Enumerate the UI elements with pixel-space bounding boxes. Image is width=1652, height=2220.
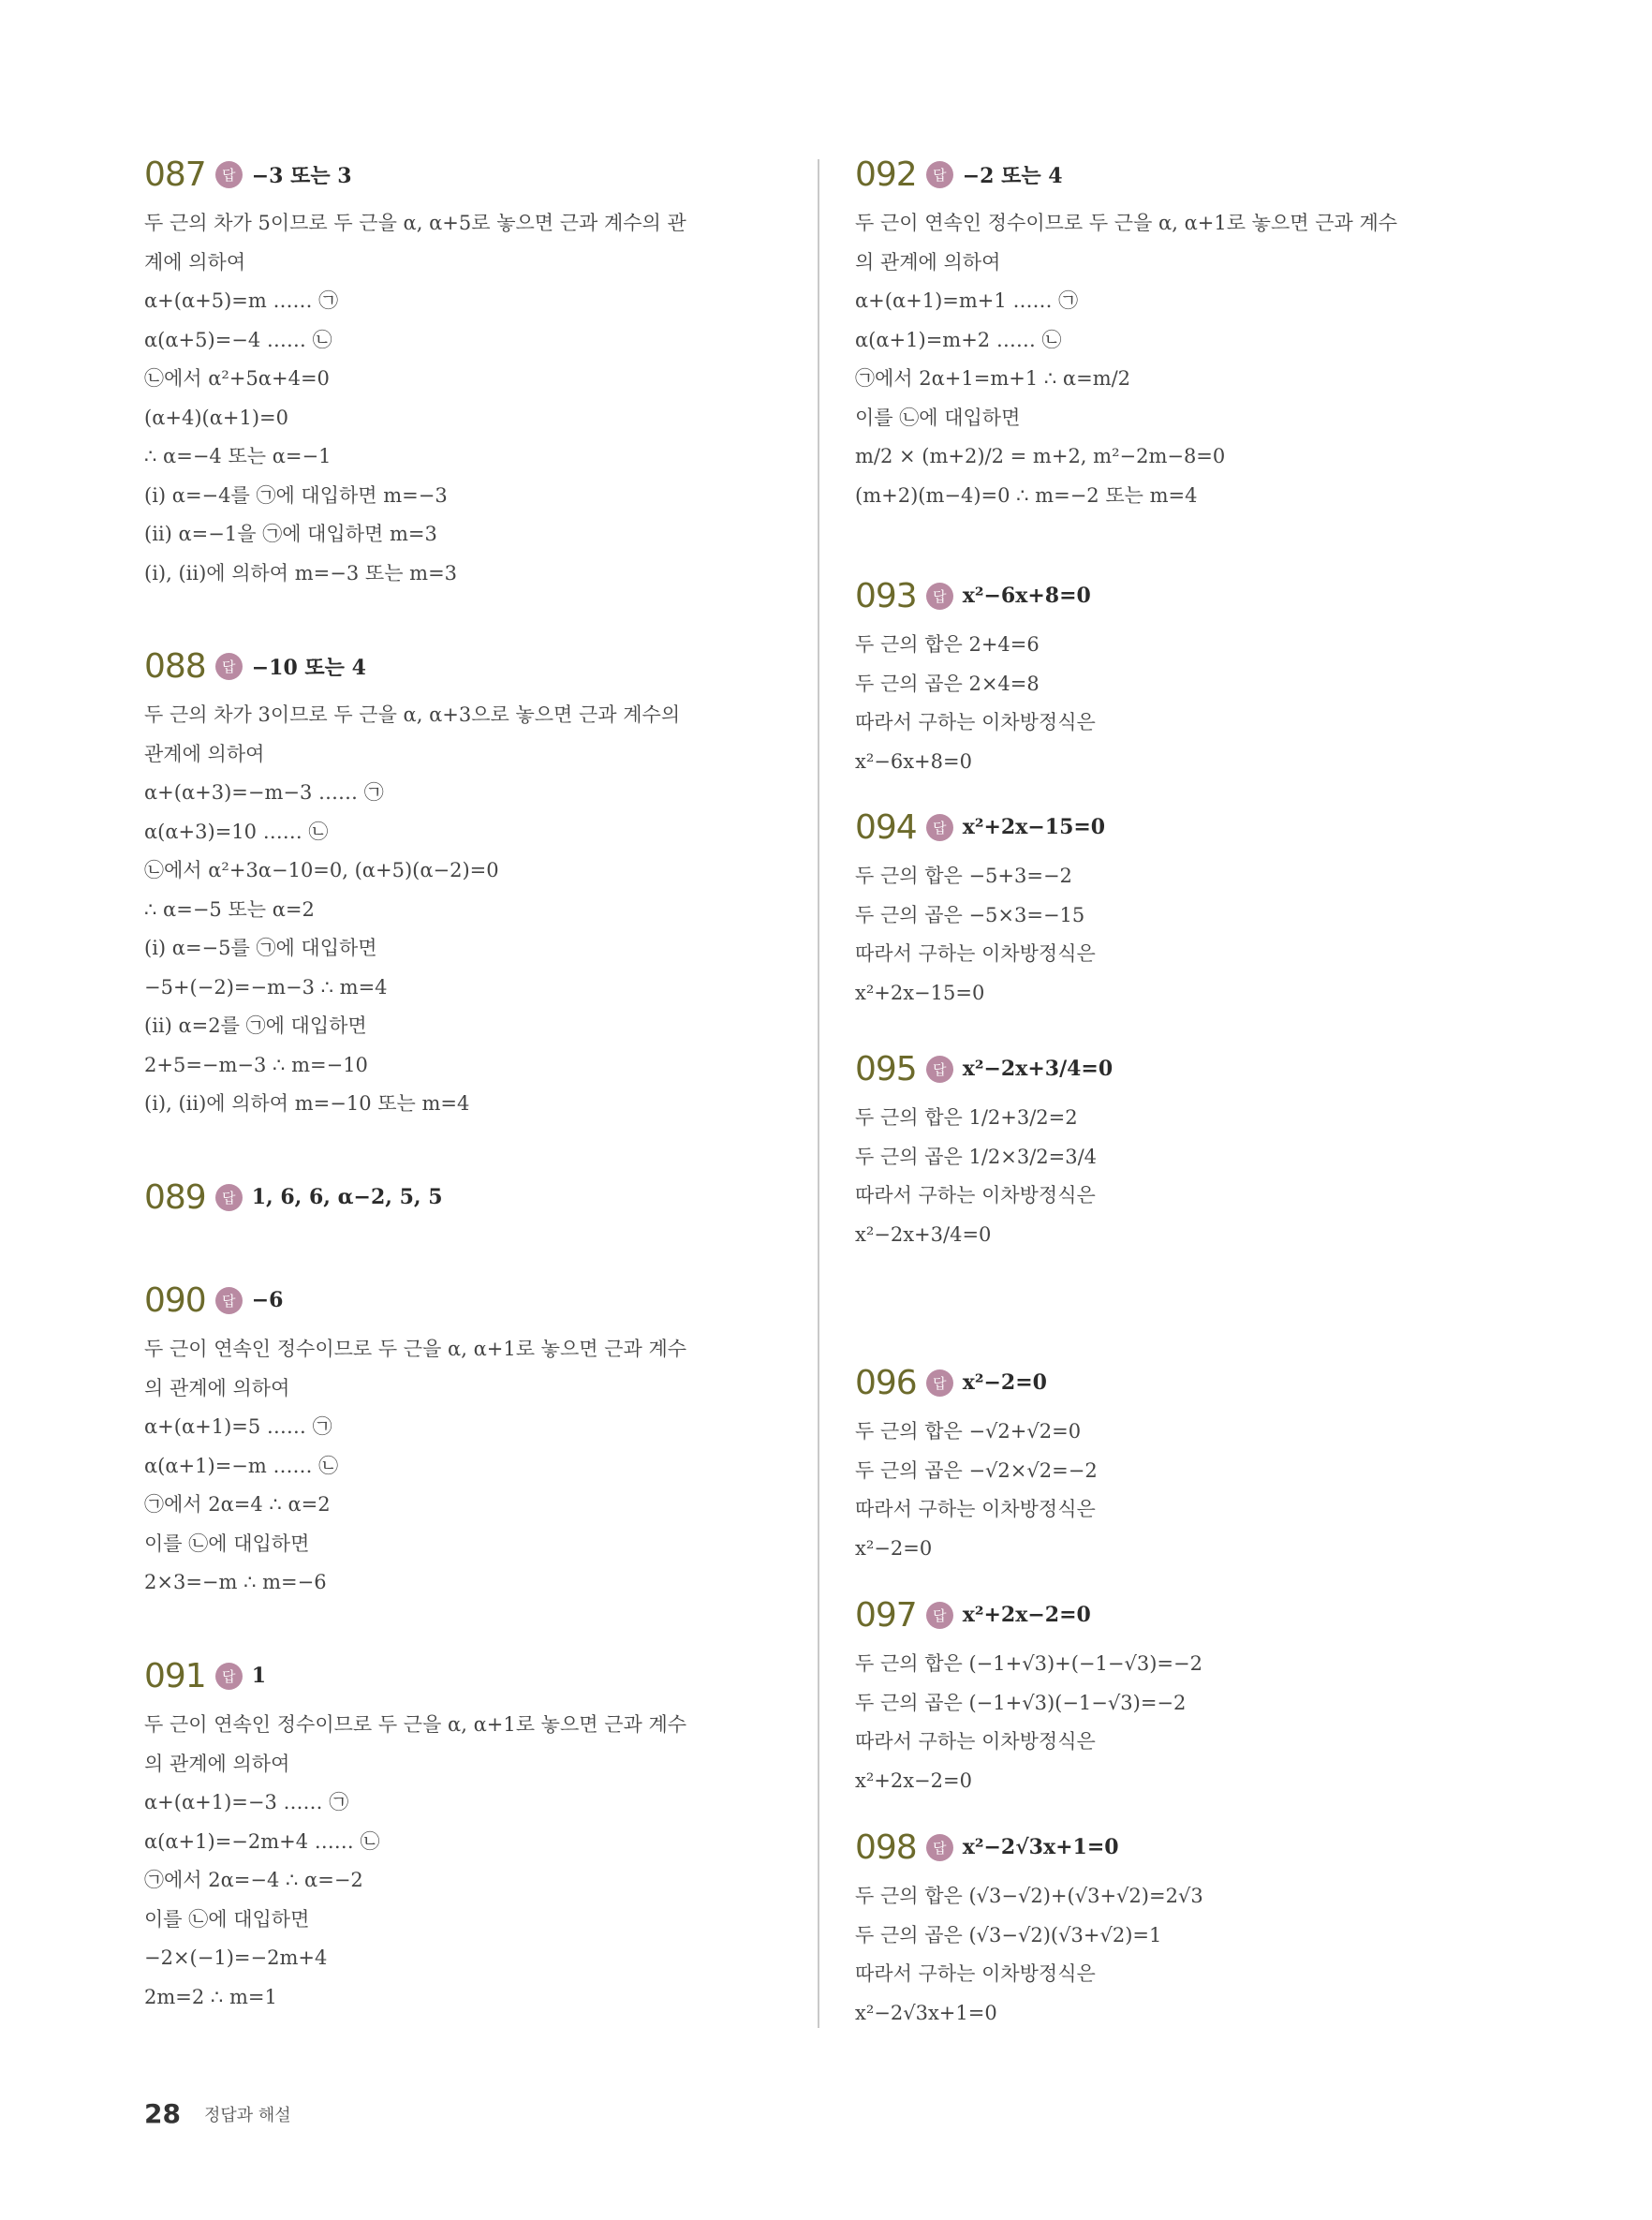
solution-line: 두 근의 곱은 1/2×3/2=3/4 xyxy=(855,1145,1098,1168)
solution-line: ㉠에서 2α+1=m+1 ∴ α=m/2 xyxy=(855,367,1131,390)
problem-header xyxy=(855,1044,1113,1093)
solution-line: 두 근의 차가 3이므로 두 근을 α, α+3으로 놓으면 근과 계수의 xyxy=(144,703,681,726)
solution-line: (ⅱ) α=2를 ㉠에 대입하면 xyxy=(144,1014,367,1037)
solution-line: 두 근의 곱은 −√2×√2=−2 xyxy=(855,1458,1098,1482)
solution-line: ㉠에서 2α=4 ∴ α=2 xyxy=(144,1493,331,1516)
solution-line: m/2 × (m+2)/2 = m+2, m²−2m−8=0 xyxy=(855,445,1226,467)
solution-line: (ⅱ) α=−1을 ㉠에 대입하면 m=3 xyxy=(144,523,437,545)
answer-badge-icon: 답 xyxy=(215,653,243,680)
column-divider xyxy=(818,159,819,2028)
solution-line: 두 근의 곱은 (−1+√3)(−1−√3)=−2 xyxy=(855,1691,1187,1714)
solution-body xyxy=(855,204,1397,515)
solution-line: 두 근의 차가 5이므로 두 근을 α, α+5로 놓으면 근과 계수의 관 xyxy=(144,212,686,234)
problem-number: 096 xyxy=(855,1363,917,1402)
solution-line: α+(α+1)=−3 …… ㉠ xyxy=(144,1791,349,1813)
solution-line: α(α+3)=10 …… ㉡ xyxy=(144,820,329,843)
problem-089 xyxy=(144,1173,443,1227)
solution-line: (α+4)(α+1)=0 xyxy=(144,406,289,429)
answer-text: x²−6x+8=0 xyxy=(962,584,1091,608)
problem-098 xyxy=(855,1823,1203,2033)
solution-line: α(α+5)=−4 …… ㉡ xyxy=(144,328,332,351)
solution-line: ㉡에서 α²+3α−10=0, (α+5)(α−2)=0 xyxy=(144,859,499,881)
solution-line: x²−2√3x+1=0 xyxy=(855,2001,997,2024)
solution-line: 두 근의 곱은 (√3−√2)(√3+√2)=1 xyxy=(855,1923,1162,1946)
problem-header xyxy=(144,150,686,199)
solution-line: 2×3=−m ∴ m=−6 xyxy=(144,1571,327,1593)
solution-body xyxy=(855,1645,1202,1800)
solution-line: 2+5=−m−3 ∴ m=−10 xyxy=(144,1053,368,1076)
problem-096 xyxy=(855,1358,1098,1568)
problem-087 xyxy=(144,150,686,593)
answer-badge-icon: 답 xyxy=(926,1056,953,1083)
answer-badge-icon: 답 xyxy=(215,1287,243,1314)
solution-line: ㉠에서 2α=−4 ∴ α=−2 xyxy=(144,1869,363,1891)
solution-line: 두 근의 합은 1/2+3/2=2 xyxy=(855,1106,1078,1129)
problem-095 xyxy=(855,1044,1113,1254)
solution-line: 두 근의 합은 −5+3=−2 xyxy=(855,865,1072,887)
solution-line: 계에 의하여 xyxy=(144,250,246,274)
solution-line: 두 근의 합은 (−1+√3)+(−1−√3)=−2 xyxy=(855,1652,1202,1675)
problem-header xyxy=(144,1173,443,1221)
solution-line: 두 근의 곱은 2×4=8 xyxy=(855,672,1040,695)
problem-number: 094 xyxy=(855,807,917,847)
solution-line: 따라서 구하는 이차방정식은 xyxy=(855,942,1096,965)
problem-number: 097 xyxy=(855,1595,917,1635)
answer-text: −3 또는 3 xyxy=(251,163,352,188)
answer-text: −6 xyxy=(251,1288,284,1312)
solution-body xyxy=(855,857,1105,1013)
solution-body xyxy=(855,626,1096,781)
answer-text: 1, 6, 6, α−2, 5, 5 xyxy=(251,1185,443,1209)
problem-number: 087 xyxy=(144,155,206,194)
solution-body xyxy=(855,1877,1203,2033)
problem-header xyxy=(855,150,1397,199)
solution-line: α(α+1)=m+2 …… ㉡ xyxy=(855,328,1062,351)
solution-line: α+(α+5)=m …… ㉠ xyxy=(144,289,339,312)
answer-badge-icon: 답 xyxy=(926,1834,953,1861)
problem-header xyxy=(855,1358,1098,1407)
solution-line: x²+2x−15=0 xyxy=(855,981,985,1004)
answer-badge-icon: 답 xyxy=(926,1369,953,1397)
answer-badge-icon: 답 xyxy=(215,161,243,188)
solution-line: 의 관계에 의하여 xyxy=(144,1752,290,1775)
problem-header xyxy=(855,571,1096,620)
solution-line: 따라서 구하는 이차방정식은 xyxy=(855,1184,1096,1206)
solution-body xyxy=(144,204,686,593)
solution-line: (m+2)(m−4)=0 ∴ m=−2 또는 m=4 xyxy=(855,483,1198,507)
solution-line: x²−2=0 xyxy=(855,1536,933,1560)
solution-line: 따라서 구하는 이차방정식은 xyxy=(855,1730,1096,1753)
solution-line: 2m=2 ∴ m=1 xyxy=(144,1985,277,2008)
answer-badge-icon: 답 xyxy=(926,814,953,841)
answer-text: x²+2x−2=0 xyxy=(962,1603,1091,1627)
problem-number: 091 xyxy=(144,1656,206,1695)
solution-body xyxy=(144,696,680,1124)
solution-body xyxy=(144,1706,686,2017)
solution-line: 이를 ㉡에 대입하면 xyxy=(855,406,1021,429)
solution-line: 의 관계에 의하여 xyxy=(855,250,1001,274)
problem-number: 092 xyxy=(855,155,917,194)
page-section-label: 정답과 해설 xyxy=(204,2106,291,2125)
answer-text: 1 xyxy=(251,1664,267,1688)
answer-badge-icon: 답 xyxy=(926,161,953,188)
solution-line: 두 근의 곱은 −5×3=−15 xyxy=(855,903,1085,926)
solution-line: α(α+1)=−2m+4 …… ㉡ xyxy=(144,1829,380,1853)
solution-body xyxy=(144,1330,686,1603)
solution-line: 두 근이 연속인 정수이므로 두 근을 α, α+1로 놓으면 근과 계수 xyxy=(144,1713,687,1736)
solution-line: x²−6x+8=0 xyxy=(855,749,972,773)
answer-badge-icon: 답 xyxy=(926,583,953,610)
answer-text: x²−2√3x+1=0 xyxy=(962,1835,1119,1859)
solution-body xyxy=(855,1413,1098,1568)
problem-number: 098 xyxy=(855,1828,917,1867)
problem-094 xyxy=(855,803,1105,1013)
solution-line: x²−2x+3/4=0 xyxy=(855,1222,992,1246)
answer-text: x²+2x−15=0 xyxy=(962,815,1106,839)
answer-text: −2 또는 4 xyxy=(962,163,1063,188)
solution-body xyxy=(855,1099,1113,1254)
solution-line: 따라서 구하는 이차방정식은 xyxy=(855,1498,1096,1520)
problem-090 xyxy=(144,1276,686,1603)
answer-badge-icon: 답 xyxy=(215,1663,243,1690)
answer-text: x²−2=0 xyxy=(962,1370,1047,1395)
solution-line: ∴ α=−5 또는 α=2 xyxy=(144,897,315,921)
solution-line: 이를 ㉡에 대입하면 xyxy=(144,1907,310,1931)
problem-092 xyxy=(855,150,1397,515)
problem-number: 088 xyxy=(144,646,206,686)
solution-line: 관계에 의하여 xyxy=(144,742,265,765)
solution-line: 따라서 구하는 이차방정식은 xyxy=(855,1962,1096,1985)
solution-line: (ⅰ), (ⅱ)에 의하여 m=−3 또는 m=3 xyxy=(144,561,458,585)
answer-text: −10 또는 4 xyxy=(251,655,366,680)
problem-number: 089 xyxy=(144,1177,206,1217)
solution-line: 두 근이 연속인 정수이므로 두 근을 α, α+1로 놓으면 근과 계수 xyxy=(855,212,1398,234)
solution-line: α(α+1)=−m …… ㉡ xyxy=(144,1454,339,1477)
solution-line: 따라서 구하는 이차방정식은 xyxy=(855,711,1096,733)
solution-line: x²+2x−2=0 xyxy=(855,1769,972,1792)
solution-line: ∴ α=−4 또는 α=−1 xyxy=(144,445,332,467)
problem-091 xyxy=(144,1651,686,2017)
problem-093 xyxy=(855,571,1096,781)
solution-line: 이를 ㉡에 대입하면 xyxy=(144,1532,310,1555)
problem-header xyxy=(144,642,680,690)
solution-line: α+(α+1)=m+1 …… ㉠ xyxy=(855,289,1079,312)
answer-text: x²−2x+3/4=0 xyxy=(962,1057,1114,1081)
problem-header xyxy=(855,1823,1203,1872)
problem-header xyxy=(855,1591,1202,1639)
solution-line: −2×(−1)=−2m+4 xyxy=(144,1946,328,1969)
answer-badge-icon: 답 xyxy=(926,1602,953,1629)
solution-line: α+(α+1)=5 …… ㉠ xyxy=(144,1415,332,1438)
solution-line: 의 관계에 의하여 xyxy=(144,1376,290,1399)
problem-097 xyxy=(855,1591,1202,1800)
page-number: 28 xyxy=(144,2098,181,2129)
answer-badge-icon: 답 xyxy=(215,1184,243,1211)
solution-line: 두 근의 합은 (√3−√2)+(√3+√2)=2√3 xyxy=(855,1885,1203,1907)
solution-line: (ⅰ), (ⅱ)에 의하여 m=−10 또는 m=4 xyxy=(144,1092,470,1115)
solution-line: 두 근이 연속인 정수이므로 두 근을 α, α+1로 놓으면 근과 계수 xyxy=(144,1338,687,1360)
solution-line: (ⅰ) α=−4를 ㉠에 대입하면 m=−3 xyxy=(144,483,448,507)
solution-line: α+(α+3)=−m−3 …… ㉠ xyxy=(144,781,384,804)
solution-line: (ⅰ) α=−5를 ㉠에 대입하면 xyxy=(144,937,377,959)
problem-header xyxy=(144,1651,686,1700)
problem-header xyxy=(144,1276,686,1325)
solution-line: 두 근의 합은 2+4=6 xyxy=(855,633,1040,656)
solution-line: −5+(−2)=−m−3 ∴ m=4 xyxy=(144,975,388,999)
problem-number: 090 xyxy=(144,1280,206,1320)
solution-line: ㉡에서 α²+5α+4=0 xyxy=(144,367,330,390)
problem-header xyxy=(855,803,1105,851)
solution-line: 두 근의 합은 −√2+√2=0 xyxy=(855,1420,1082,1443)
problem-number: 095 xyxy=(855,1049,917,1088)
problem-088 xyxy=(144,642,680,1124)
problem-number: 093 xyxy=(855,576,917,615)
